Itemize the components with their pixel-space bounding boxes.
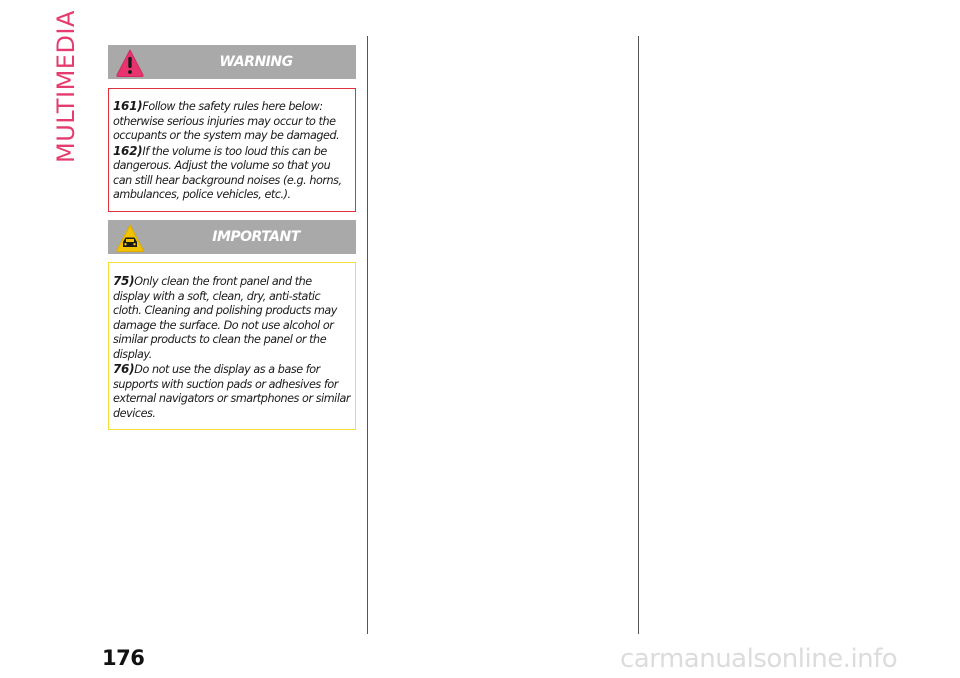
item-number: 76) — [113, 362, 135, 376]
important-box — [108, 262, 356, 430]
column-divider — [638, 36, 639, 634]
item-text: If the volume is too loud this can be dangerous. Adjust the volume so that you can still hear background noises (e.g. horns, ambulances, police vehicles, etc.). — [113, 144, 342, 201]
watermark: carmanualsonline.info — [620, 644, 898, 674]
important-header — [108, 220, 356, 254]
item-number: 162) — [113, 143, 143, 158]
warning-exclamation-icon — [115, 48, 145, 78]
warning-item — [113, 99, 351, 144]
warning-header — [108, 45, 356, 79]
item-number: 75) — [113, 274, 135, 288]
warning-title: WARNING — [219, 54, 293, 70]
section-title-vertical: MULTIMEDIA — [52, 10, 80, 163]
important-item — [113, 274, 351, 362]
item-text: Do not use the display as a base for supports with suction pads or adhesives for external navigators or smartphones or similar devices. — [113, 363, 351, 420]
important-title: IMPORTANT — [212, 229, 300, 245]
important-item — [113, 362, 351, 421]
column-divider — [367, 36, 368, 634]
item-text: Follow the safety rules here below: otherwise serious injuries may occur to the occupants or the system may be damaged. — [113, 100, 340, 142]
car-important-icon — [115, 223, 145, 253]
page-number: 176 — [102, 646, 145, 670]
item-number: 161) — [113, 99, 143, 113]
warning-box — [108, 88, 356, 212]
warning-item — [113, 144, 351, 203]
item-text: Only clean the front panel and the display with a soft, clean, dry, anti-static cloth. Cleaning and polishing products may damage the surface. Do not use alcohol or similar products to clean the panel or the display. — [113, 275, 337, 361]
